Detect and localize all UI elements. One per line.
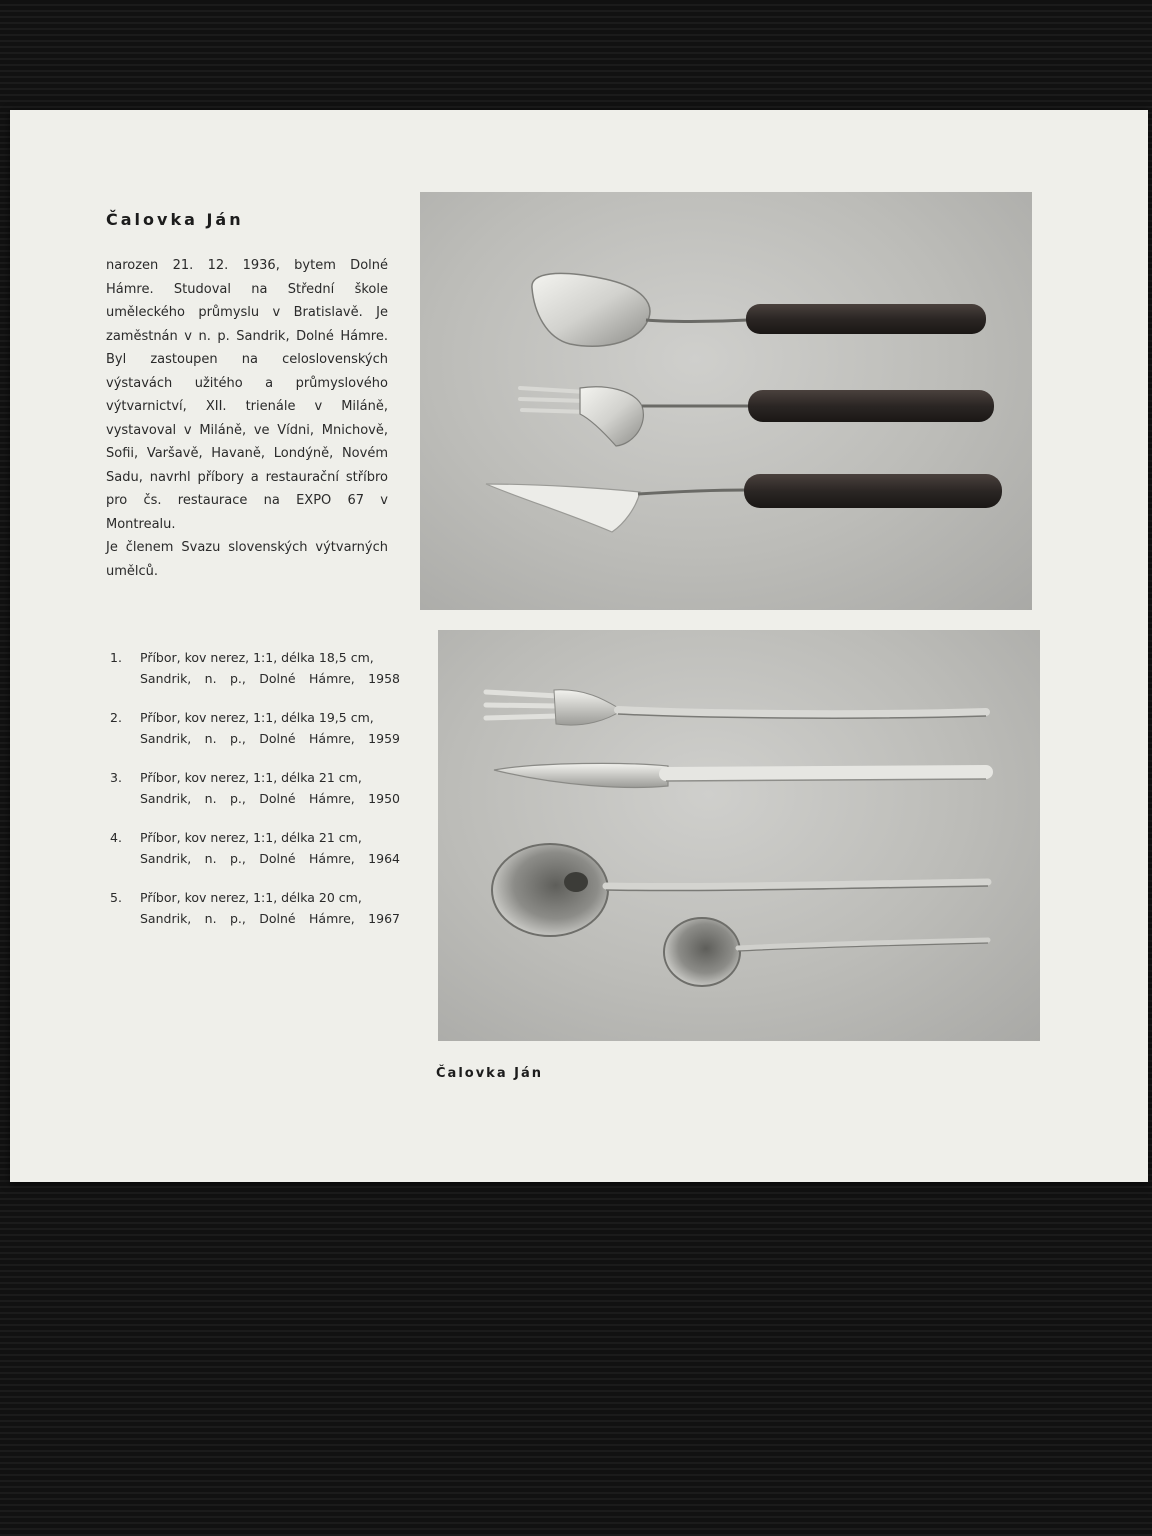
- item-description: Příbor, kov nerez, 1:1, délka 18,5 cm,: [140, 650, 374, 665]
- list-item: [110, 827, 400, 887]
- photo-caption: Čalovka Ján: [436, 1066, 543, 1081]
- serving-spoon: [532, 273, 986, 346]
- list-item: [110, 647, 400, 707]
- cutlery-item-list: [110, 647, 400, 947]
- item-description: Příbor, kov nerez, 1:1, délka 21 cm,: [140, 770, 362, 785]
- item-maker: Sandrik, n. p., Dolné Hámre, 1950: [140, 791, 400, 806]
- item-number: 4.: [110, 830, 122, 845]
- list-item: [110, 767, 400, 827]
- item-number: 2.: [110, 710, 122, 725]
- serving-spoon: [492, 844, 988, 936]
- item-number: 5.: [110, 890, 122, 905]
- catalog-page: [10, 110, 1148, 1182]
- serving-cutlery-photo: [420, 192, 1032, 610]
- dinner-knife: [494, 763, 986, 787]
- author-biography: [106, 254, 388, 583]
- item-description: Příbor, kov nerez, 1:1, délka 21 cm,: [140, 830, 362, 845]
- stainless-cutlery-photo: [438, 630, 1040, 1041]
- list-item: [110, 707, 400, 767]
- item-maker: Sandrik, n. p., Dolné Hámre, 1964: [140, 851, 400, 866]
- item-description: Příbor, kov nerez, 1:1, délka 20 cm,: [140, 890, 362, 905]
- item-maker: Sandrik, n. p., Dolné Hámre, 1959: [140, 731, 400, 746]
- item-number: 1.: [110, 650, 122, 665]
- item-number: 3.: [110, 770, 122, 785]
- author-heading: Čalovka Ján: [106, 210, 244, 229]
- item-maker: Sandrik, n. p., Dolné Hámre, 1967: [140, 911, 400, 926]
- dinner-fork: [486, 690, 986, 725]
- biography-paragraph: narozen 21. 12. 1936, bytem Dolné Hámre. Studoval na Střední škole uměleckého průmyslu v Bratislavě. Je zaměstnán v n. p. Sandrik, Dolné Hámre. Byl zastoupen na celoslovenských výstavách užitého a průmyslového výtvarnictví, XII. trienále v Miláně, vystavoval v Miláně, ve Vídni, Mnichově, Sofii, Varšavě, Havaně, Londýně, Novém Sadu, navrhl příbory a restaurační stříbro pro čs. restaurace na EXPO 67 v Montrealu.: [106, 258, 388, 532]
- serving-fork: [520, 387, 994, 446]
- item-maker: Sandrik, n. p., Dolné Hámre, 1958: [140, 671, 400, 686]
- membership-paragraph: Je členem Svazu slovenských výtvarných umělců.: [106, 540, 388, 579]
- cake-server: [486, 474, 1002, 532]
- teaspoon: [664, 918, 988, 986]
- list-item: [110, 887, 400, 947]
- item-description: Příbor, kov nerez, 1:1, délka 19,5 cm,: [140, 710, 374, 725]
